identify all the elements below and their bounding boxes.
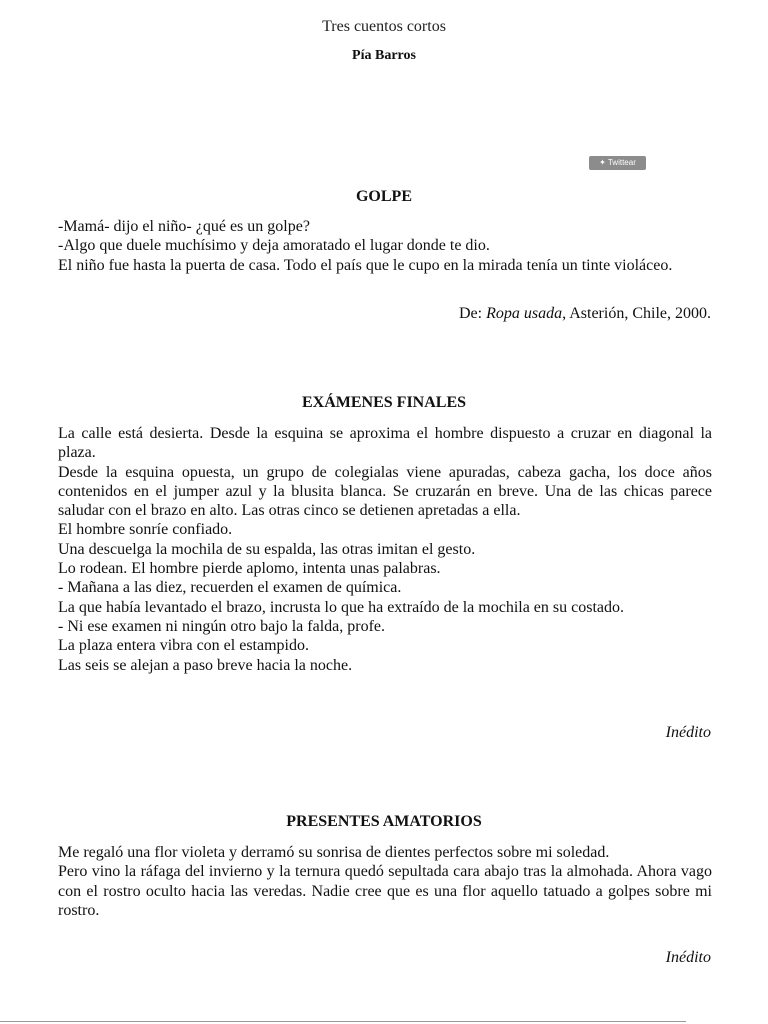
story-paragraph: -Algo que duele muchísimo y deja amoratado el lugar donde te dio. bbox=[58, 237, 490, 255]
story-title-golpe: GOLPE bbox=[355, 188, 412, 205]
story-paragraph: La calle está desierta. Desde la esquina se aproxima el hombre dispuesto a cruzar en diagonal la plaza. bbox=[58, 425, 712, 462]
twitter-bird-icon: ✦ bbox=[599, 158, 606, 167]
story-body-golpe bbox=[58, 217, 712, 275]
story-body-presentes-amatorios bbox=[58, 843, 712, 920]
story-paragraph: Pero vino la ráfaga del invierno y la ternura quedó sepultada cara abajo tras la almohada. Ahora vago con el rostro oculto hacia las veredas. Nadie cree que es una flor aquello tatuado a golpes sobre mi rostro. bbox=[58, 863, 712, 919]
story-paragraph: -Mamá- dijo el niño- ¿qué es un golpe? bbox=[58, 218, 310, 235]
document-author: Pía Barros bbox=[352, 48, 416, 63]
source-unpublished: Inédito bbox=[665, 724, 711, 741]
source-book-title: Ropa usada bbox=[486, 305, 563, 322]
story-source-examenes-finales bbox=[666, 724, 711, 742]
footer-divider bbox=[0, 1021, 686, 1022]
story-title-examenes-finales: EXÁMENES FINALES bbox=[301, 394, 467, 411]
story-paragraph: La plaza entera vibra con el estampido. bbox=[58, 637, 309, 655]
tweet-button-label: Twittear bbox=[607, 158, 636, 167]
tweet-button[interactable] bbox=[589, 156, 646, 170]
source-suffix: , Asterión, Chile, 2000. bbox=[562, 305, 711, 322]
document-title: Tres cuentos cortos bbox=[322, 18, 446, 35]
source-unpublished: Inédito bbox=[665, 949, 711, 966]
story-source-golpe bbox=[459, 305, 711, 323]
story-body-examenes-finales bbox=[58, 424, 712, 675]
story-paragraph: - Mañana a las diez, recuerden el examen de química. bbox=[58, 579, 402, 597]
story-paragraph: Una descuelga la mochila de su espalda, las otras imitan el gesto. bbox=[58, 540, 476, 558]
source-prefix: De: bbox=[459, 305, 487, 322]
story-paragraph: Me regaló una flor violeta y derramó su sonrisa de dientes perfectos sobre mi soledad. bbox=[58, 844, 610, 861]
story-source-presentes-amatorios bbox=[666, 949, 711, 967]
story-title-presentes-amatorios: PRESENTES AMATORIOS bbox=[286, 813, 482, 830]
story-paragraph: Las seis se alejan a paso breve hacia la noche. bbox=[58, 656, 353, 674]
story-paragraph: - Ni ese examen ni ningún otro bajo la falda, profe. bbox=[58, 617, 385, 635]
story-paragraph: Lo rodean. El hombre pierde aplomo, intenta unas palabras. bbox=[58, 560, 441, 578]
story-paragraph: Desde la esquina opuesta, un grupo de colegialas viene apuradas, cabeza gacha, los doce años contenidos en el jumper azul y la blusita blanca. Se cruzarán en breve. Una de las chicas parece saludar con el brazo en alto. Las otras cinco se detienen apretadas a ella. bbox=[58, 463, 712, 520]
story-paragraph: El niño fue hasta la puerta de casa. Todo el país que le cupo en la mirada tenía un tinte violáceo. bbox=[58, 256, 673, 274]
story-paragraph: La que había levantado el brazo, incrusta lo que ha extraído de la mochila en su costado. bbox=[58, 598, 625, 616]
story-paragraph: El hombre sonríe confiado. bbox=[58, 521, 233, 539]
